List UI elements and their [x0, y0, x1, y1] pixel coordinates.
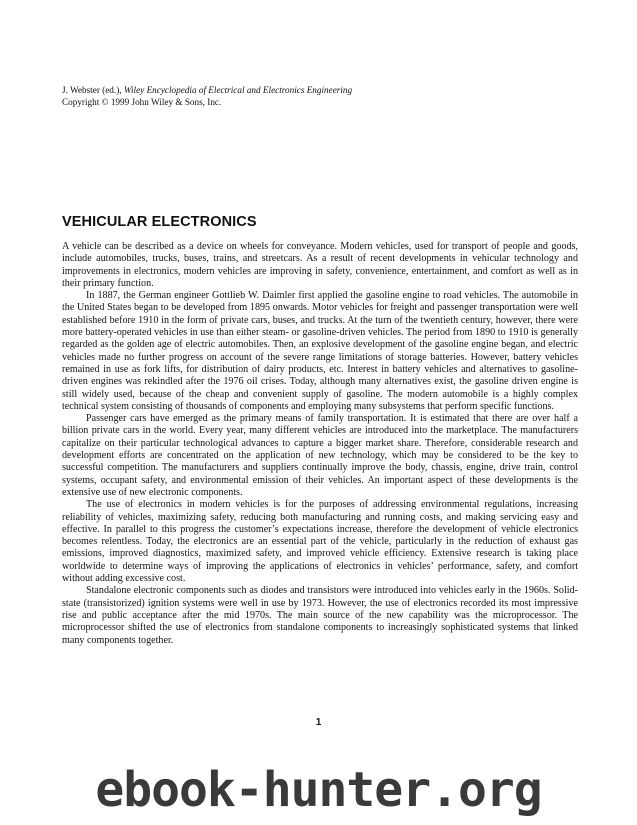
article-body	[62, 241, 578, 647]
copyright-line: Copyright © 1999 John Wiley & Sons, Inc.	[62, 97, 222, 107]
paragraph: A vehicle can be described as a device on wheels for conveyance. Modern vehicles, used for transport of people and goods, include automobiles, trucks, buses, trains, and streetcars. As a result of recent developments in vehicular technology and improvements in electronics, modern vehicles are improving in safety, convenience, entertainment, and comfort as well as in their primary function.	[62, 241, 578, 289]
paragraph: In 1887, the German engineer Gottlieb W. Daimler first applied the gasoline engine to road vehicles. The automobile in the United States began to be developed from 1895 onwards. Motor vehicles for freight and passenger transportation were well established before 1910 in the form of private cars, buses, and trucks. At the turn of the twentieth century, however, there were more battery-operated vehicles in use than either steam- or gasoline-driven vehicles. The period from 1890 to 1910 is generally regarded as the golden age of electric automobiles. Then, an explosive development of the gasoline engine began, and electric vehicles made no further progress on account of the severe range limitations of storage batteries. However, battery vehicles remained in use as fork lifts, for distribution of dairy products, etc. Interest in battery vehicles and alternatives to gasoline-driven engines was rekindled after the 1976 oil crises. Today, although many alternatives exist, the gasoline driven engine is still widely used, because of the cheap and convenient supply of gasoline. The modern automobile is a highly complex technical system consisting of thousands of components and employing many subsystems that perform specific functions.	[62, 290, 578, 412]
paragraph: Passenger cars have emerged as the primary means of family transportation. It is estimated that there are over half a billion private cars in the world. Every year, many different vehicles are introduced into the marketplace. The manufacturers capitalize on their particular technological advances to capture a bigger market share. Therefore, considerable research and development efforts are concentrated on the application of new technology, which may be considered to be the key to successful competition. The manufacturers and suppliers continually improve the body, chassis, engine, drive train, control systems, occupant safety, and environmental emission of their vehicles. An important aspect of these developments is the extensive use of new electronic components.	[62, 413, 578, 498]
page-number: 1	[315, 717, 322, 728]
editor-text: J. Webster (ed.),	[62, 85, 124, 95]
paragraph: Standalone electronic components such as diodes and transistors were introduced into vehicles early in the 1960s. Solid-state (transistorized) ignition systems were well in use by 1973. However, the use of electronics recorded its most impressive rise and public acceptance after the mid 1970s. The main source of the new capability was the microprocessor. The microprocessor shifted the use of electronics from standalone components to increasingly sophisticated systems that linked many components together.	[62, 585, 578, 646]
encyclopedia-title: Wiley Encyclopedia of Electrical and Electronics Engineering	[123, 85, 353, 95]
watermark-logo: ebook-hunter.org	[95, 762, 542, 818]
citation-line	[62, 84, 582, 96]
paragraph: The use of electronics in modern vehicles is for the purposes of addressing environmental regulations, increasing reliability of vehicles, maximizing safety, reducing both manufacturing and running costs, and making servicing easy and effective. In parallel to this progress the customer’s expectations increase, therefore the development of vehicle electronics becomes relentless. Today, the electronics are an essential part of the vehicle, particularly in the reduction of exhaust gas emissions, improved diagnostics, maximized safety, and improved vehicle efficiency. Extensive research is taking place worldwide to determine ways of improving the applications of electronics in vehicles’ performance, safety, and comfort without adding excessive cost.	[62, 499, 578, 585]
citation-header	[62, 84, 582, 108]
article-title: VEHICULAR ELECTRONICS	[62, 214, 257, 230]
